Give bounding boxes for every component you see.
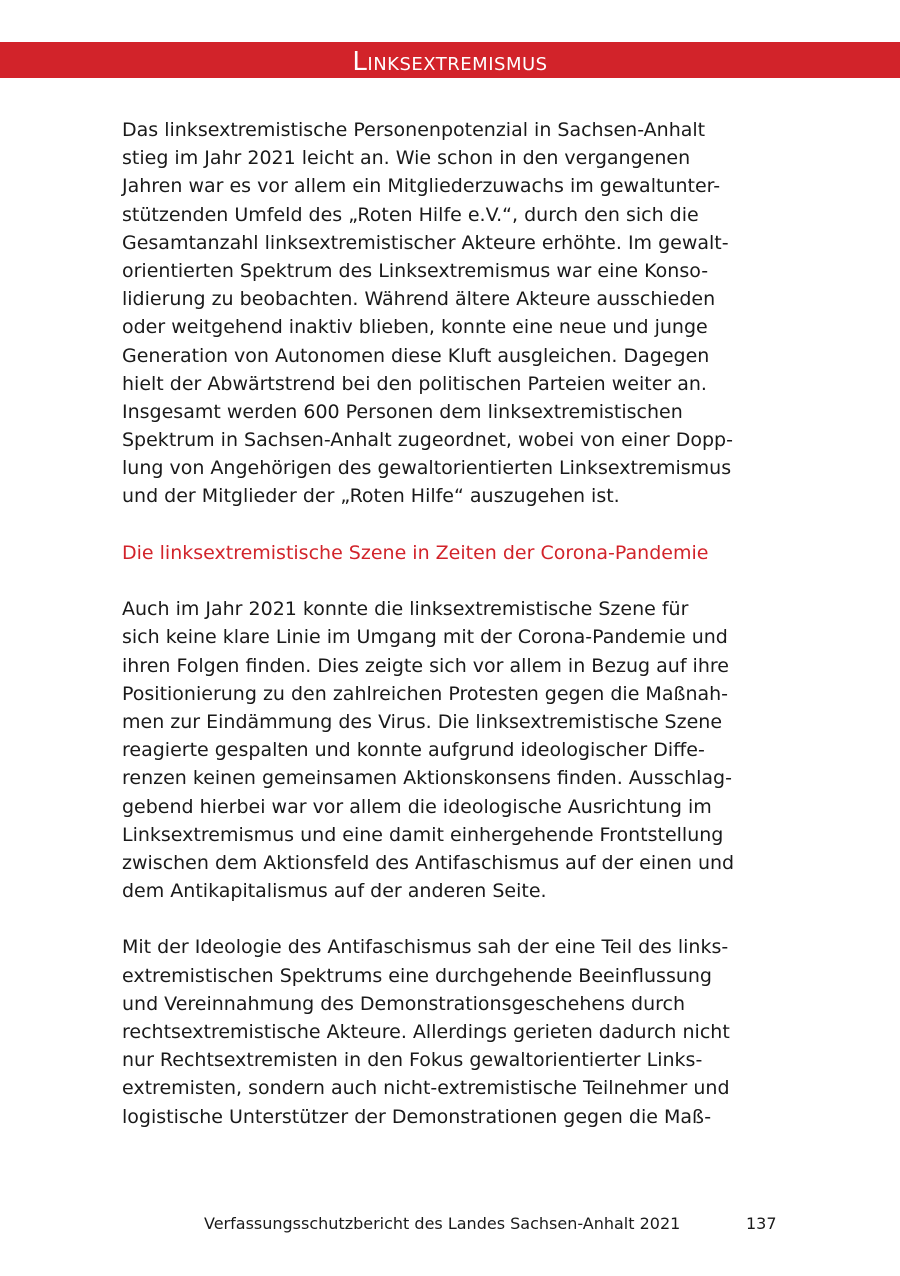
text-line: extremistischen Spektrums eine durchgehende Beeinflussung [122,964,712,987]
text-line: oder weitgehend inaktiv blieben, konnte eine neue und junge [122,316,708,339]
text-line: zwischen dem Aktionsfeld des Antifaschismus auf der einen und [122,851,735,874]
text-line: gebend hierbei war vor allem die ideologische Ausrichtung im [122,795,712,818]
text-line: Das linksextremistische Personenpotenzial in Sachsen-Anhalt [122,119,706,141]
text-line: und Vereinnahmung des Demonstrationsgeschehens durch [122,992,686,1015]
section-paragraph [122,933,782,1130]
text-line: renzen keinen gemeinsamen Aktionskonsens finden. Ausschlag- [122,767,732,790]
text-line: extremisten, sondern auch nicht-extremistische Teilnehmer und [122,1077,730,1100]
publication-title: Verfassungsschutzbericht des Landes Sachsen-Anhalt 2021 [204,1214,681,1233]
text-line: Insgesamt werden 600 Personen dem linksextremistischen [122,400,683,423]
text-line: ihren Folgen finden. Dies zeigte sich vor allem in Bezug auf ihre [122,654,729,677]
text-line: Positionierung zu den zahlreichen Protesten gegen die Maßnah- [122,682,729,705]
text-line: Auch im Jahr 2021 konnte die linksextremistische Szene für [122,598,689,621]
text-line: lung von Angehörigen des gewaltorientierten Linksextremismus [122,457,732,480]
chapter-title: Linksextremismus [352,47,548,77]
text-line: und der Mitglieder der „Roten Hilfe“ auszugehen ist. [122,485,620,508]
text-line: stützenden Umfeld des „Roten Hilfe e.V.“, durch den sich die [122,203,699,226]
text-line: Mit der Ideologie des Antifaschismus sah der eine Teil des links- [122,936,729,959]
text-line: lidierung zu beobachten. Während ältere Akteure ausschieden [122,288,716,311]
paragraph-spacer [122,905,782,933]
text-line: stieg im Jahr 2021 leicht an. Wie schon in den vergangenen [122,147,691,170]
page-content [122,116,782,1131]
text-line: Generation von Autonomen diese Kluft ausgleichen. Dagegen [122,344,710,367]
paragraph-spacer [122,511,782,539]
section-paragraph [122,595,782,905]
page-footer [0,1214,900,1242]
text-line: sich keine klare Linie im Umgang mit der Corona-Pandemie und [122,626,728,649]
text-line: Spektrum in Sachsen-Anhalt zugeordnet, wobei von einer Dopp- [122,429,733,452]
text-line: hielt der Abwärtstrend bei den politischen Parteien weiter an. [122,372,707,395]
text-line: men zur Eindämmung des Virus. Die linksextremistische Szene [122,710,723,733]
text-line: orientierten Spektrum des Linksextremismus war eine Konso- [122,259,709,282]
text-line: Linksextremismus und eine damit einhergehende Frontstellung [122,823,724,846]
text-line: dem Antikapitalismus auf der anderen Seite. [122,880,547,903]
chapter-header-bar [0,42,900,78]
page-number: 137 [746,1214,777,1233]
section-heading: Die linksextremistische Szene in Zeiten der Corona-Pandemie [122,541,709,564]
paragraph-spacer [122,567,782,595]
text-line: Jahren war es vor allem ein Mitgliederzuwachs im gewaltunter- [122,175,721,198]
text-line: logistische Unterstützer der Demonstrationen gegen die Maß- [122,1105,712,1128]
text-line: reagierte gespalten und konnte aufgrund ideologischer Diffe- [122,739,705,762]
intro-paragraph [122,116,782,511]
text-line: rechtsextremistische Akteure. Allerdings gerieten dadurch nicht [122,1021,730,1044]
text-line: Gesamtanzahl linksextremistischer Akteure erhöhte. Im gewalt- [122,231,729,254]
text-line: nur Rechtsextremisten in den Fokus gewaltorientierter Links- [122,1049,703,1072]
